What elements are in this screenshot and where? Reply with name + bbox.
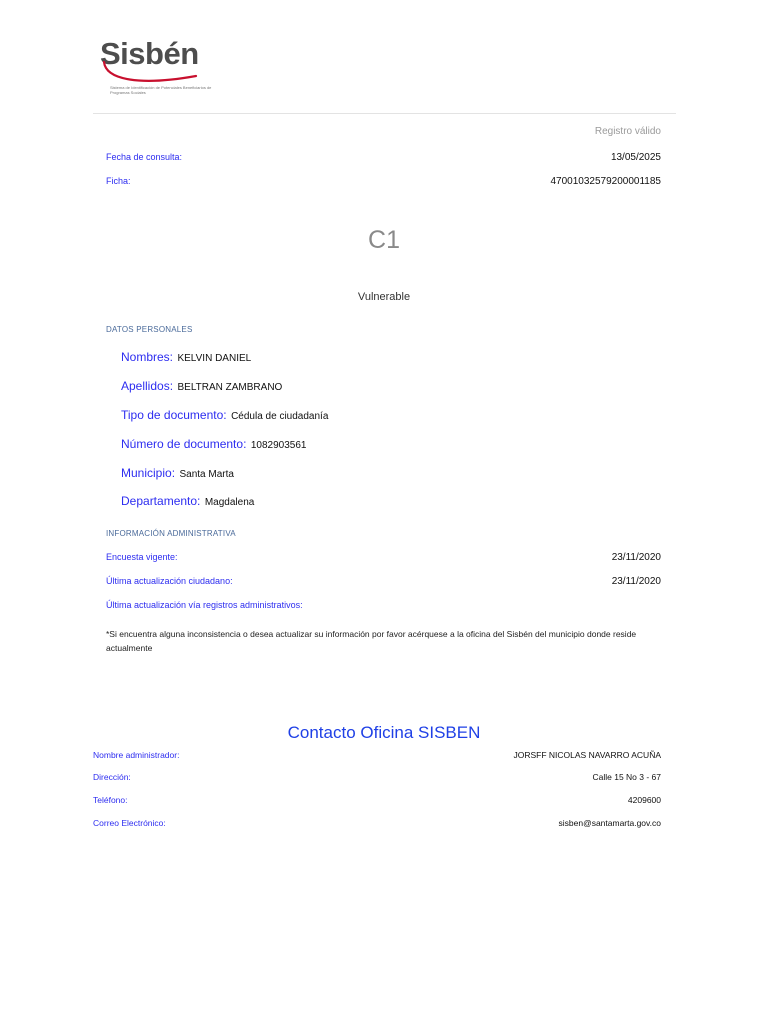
correo-value[interactable]: sisben@santamarta.gov.co [558,818,661,828]
tipo-documento-value: Cédula de ciudadanía [231,411,329,422]
encuesta-vigente-label: Encuesta vigente: [106,552,178,562]
telefono-label: Teléfono: [93,795,128,805]
sisben-logo-icon [100,36,210,100]
tipo-documento-row [121,406,328,424]
ficha-value: 47001032579200001185 [550,176,661,187]
nombres-label: Nombres: [121,350,174,364]
administrador-label: Nombre administrador: [93,750,180,760]
actualizacion-registros-label: Última actualización vía registros administrativos: [106,600,303,610]
departamento-label: Departamento: [121,494,201,508]
direccion-label: Dirección: [93,772,131,782]
administrador-value: JORSFF NICOLAS NAVARRO ACUÑA [513,750,661,760]
actualizacion-ciudadano-label: Última actualización ciudadano: [106,576,233,586]
info-administrativa-heading: INFORMACIÓN ADMINISTRATIVA [106,529,236,538]
actualizacion-ciudadano-value: 23/11/2020 [611,576,661,587]
apellidos-value: BELTRAN ZAMBRANO [177,382,283,393]
direccion-value: Calle 15 No 3 - 67 [592,772,661,782]
apellidos-row [121,377,282,395]
numero-documento-label: Número de documento: [121,437,247,451]
ficha-label: Ficha: [106,176,131,186]
nombres-row [121,348,251,366]
datos-personales-heading: DATOS PERSONALES [106,325,193,334]
logo-swoosh-icon [100,36,210,86]
fecha-consulta-label: Fecha de consulta: [106,152,183,162]
municipio-row [121,464,234,482]
encuesta-vigente-value: 23/11/2020 [611,552,661,563]
logo-subtitle: Sistema de Identificación de Potenciales Beneficiarios de Programas Sociales [110,85,212,95]
tipo-documento-label: Tipo de documento: [121,408,227,422]
grupo-clasificacion: C1 [368,226,400,254]
correo-label: Correo Electrónico: [93,818,166,828]
inconsistencia-note: *Si encuentra alguna inconsistencia o desea actualizar su información por favor acérquese a la oficina del Sisbén del municipio donde reside actualmente [106,629,637,653]
header-divider [93,113,676,114]
departamento-row [121,492,254,510]
municipio-label: Municipio: [121,466,176,480]
registro-status: Registro válido [594,126,661,137]
descripcion-clasificacion: Vulnerable [357,291,411,303]
numero-documento-row [121,435,306,453]
logo-wordmark: Sisbén [100,36,199,71]
departamento-value: Magdalena [204,497,255,508]
apellidos-label: Apellidos: [121,379,174,393]
fecha-consulta-value: 13/05/2025 [610,152,661,163]
nombres-value: KELVIN DANIEL [177,353,252,364]
telefono-value: 4209600 [627,795,661,805]
municipio-value: Santa Marta [179,469,234,480]
contacto-title: Contacto Oficina SISBEN [287,723,481,742]
numero-documento-value: 1082903561 [250,440,307,451]
